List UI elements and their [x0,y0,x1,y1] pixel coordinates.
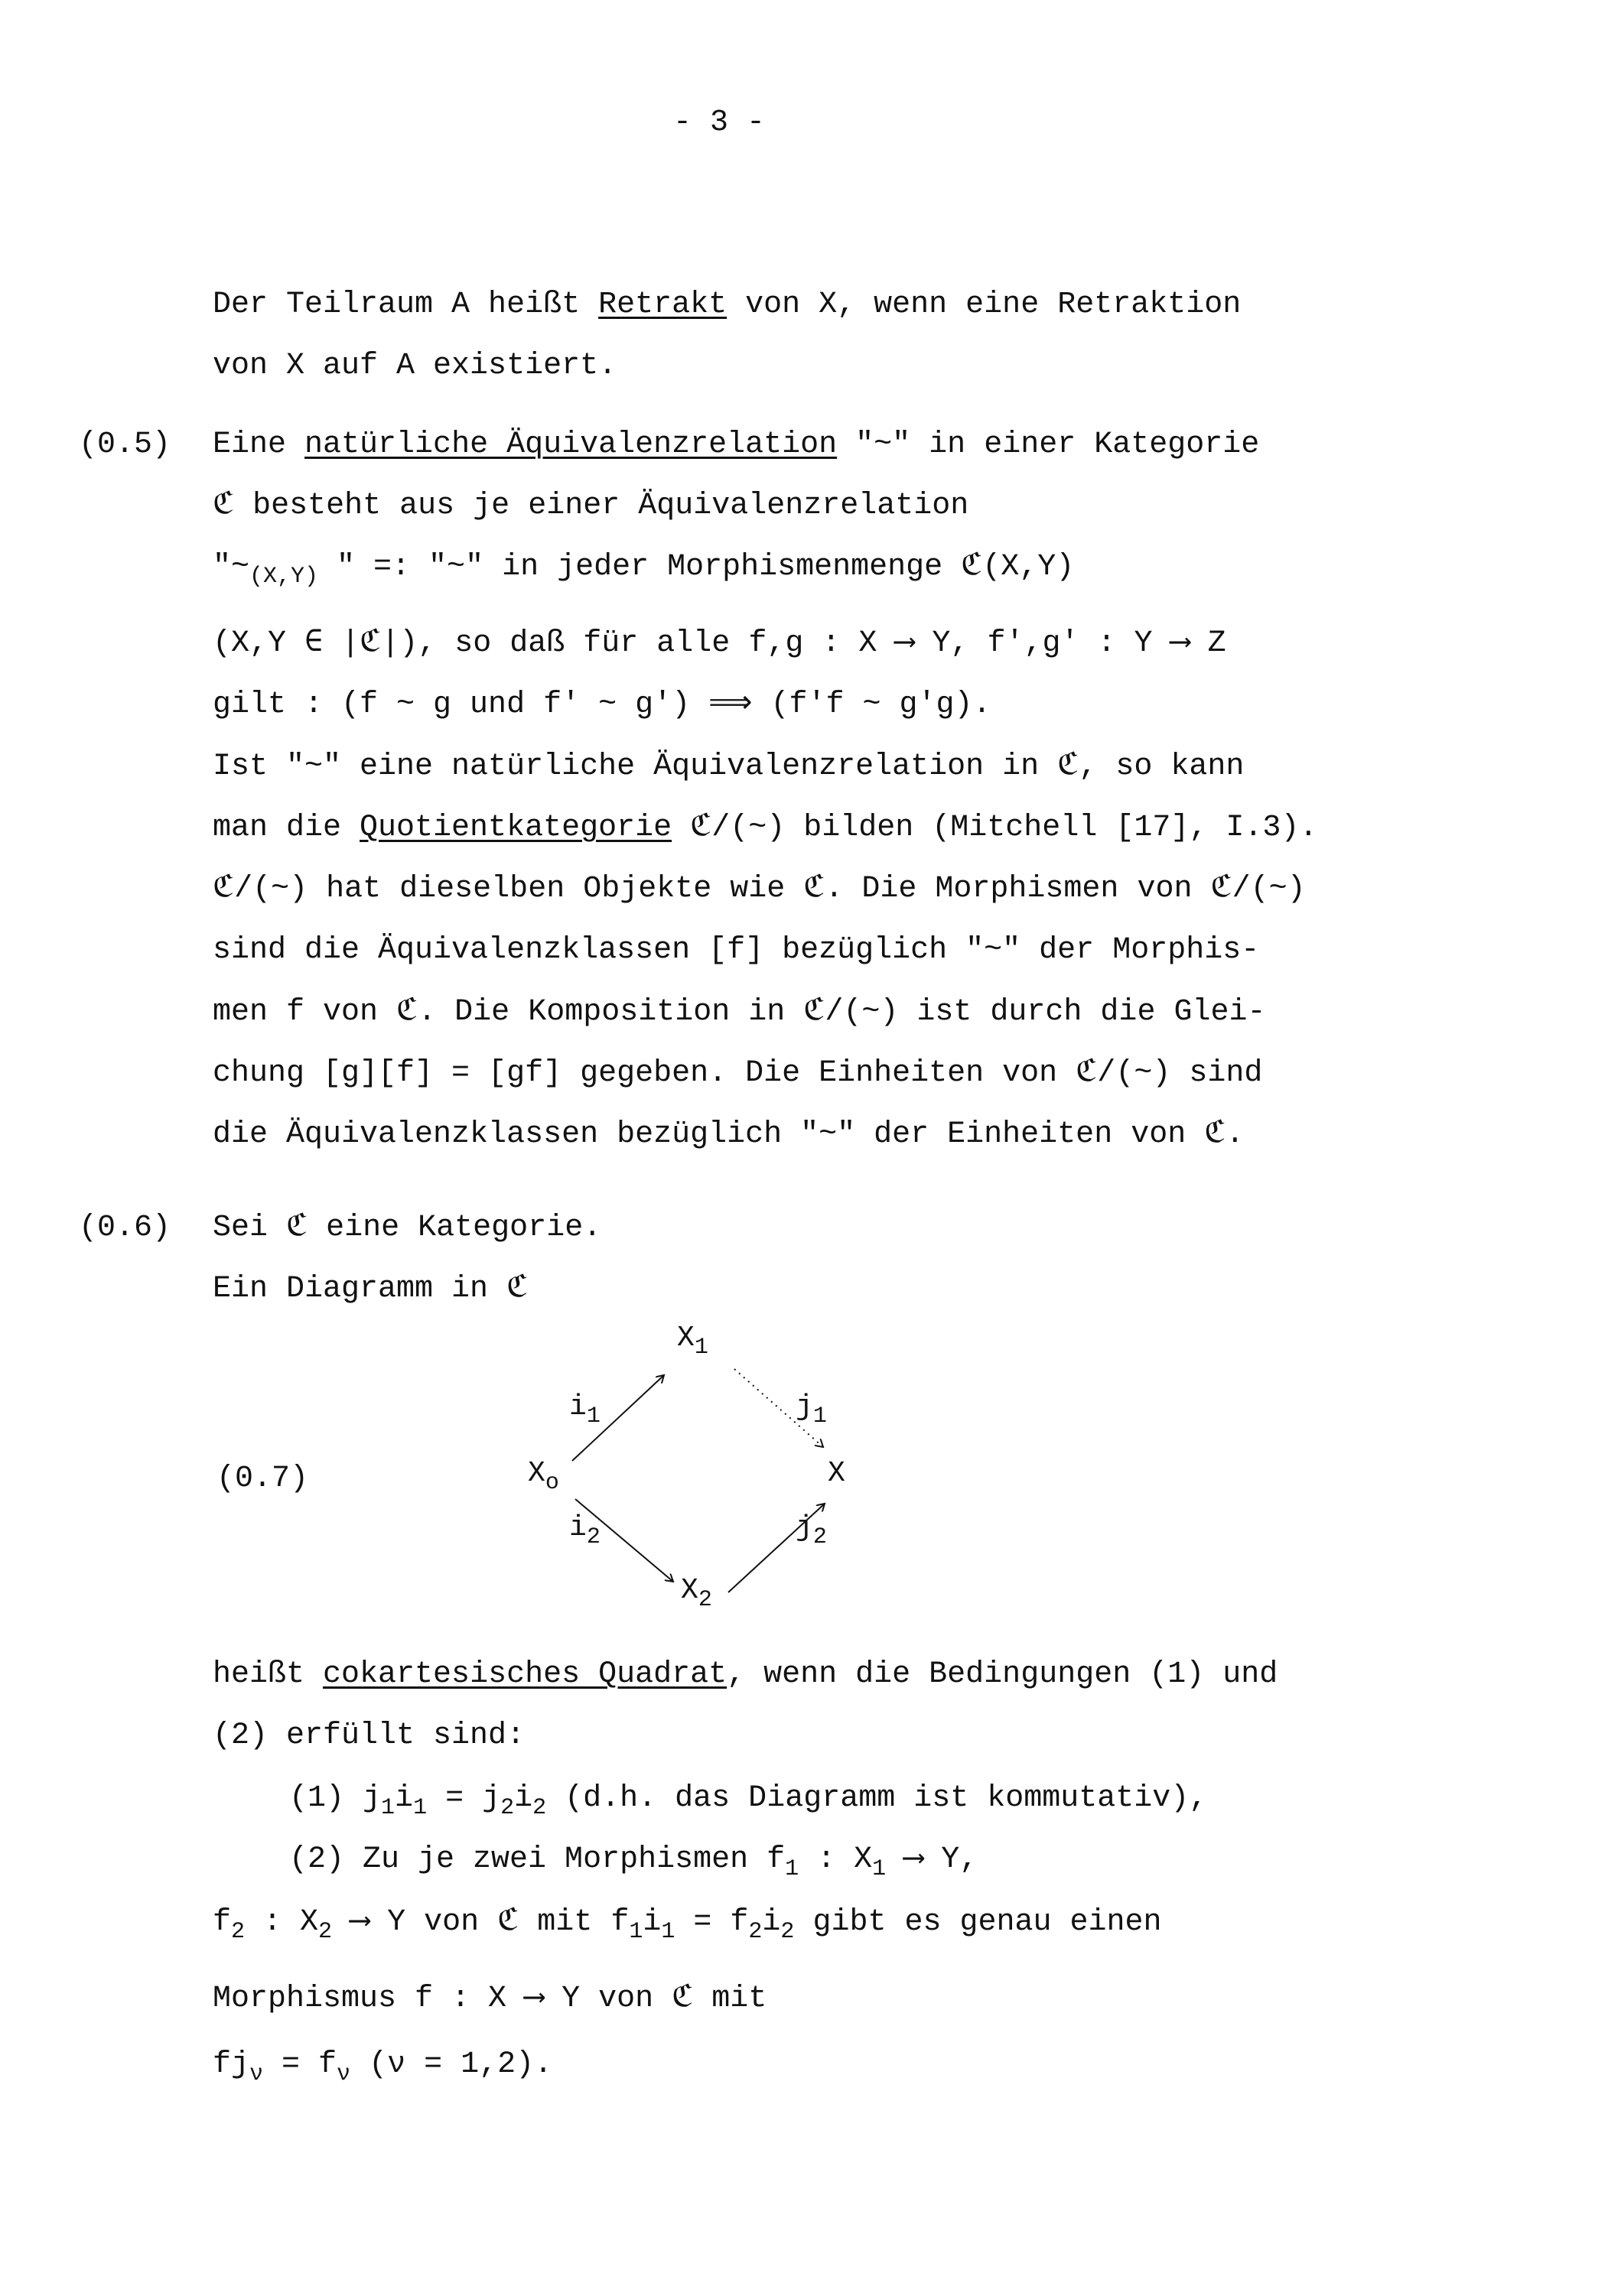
label-i1 [569,1390,601,1429]
text: "~" in einer Kategorie [837,428,1260,462]
label-j2 [796,1511,827,1550]
label: X [681,1574,698,1607]
text: "~ [213,550,250,584]
node-x2 [681,1574,712,1613]
subscript: 2 [748,1919,763,1945]
text-line: sind die Äquivalenzklassen [f] bezüglich "~" der Morphis- [213,933,1260,968]
text-line [213,549,1075,590]
text: = j [427,1781,501,1816]
text: (d.h. das Diagramm ist kommutativ), [546,1781,1208,1816]
text: i [762,1905,781,1940]
label: X [677,1322,695,1355]
label: X [528,1457,545,1490]
subscript: 2 [780,1919,795,1945]
subscript: (X,Y) [249,564,319,590]
term-retrakt: Retrakt [598,288,728,322]
term-cokartesisches-quadrat: cokartesisches Quadrat [323,1657,728,1692]
node-x: X [828,1457,845,1490]
section-number: (0.5) [79,428,171,462]
text-line: die Äquivalenzklassen bezüglich "~" der Einheiten von ℭ. [213,1117,1245,1152]
text: : X [245,1905,319,1940]
text: : X [799,1842,873,1877]
text: man die [213,811,360,845]
label-j1 [796,1390,827,1429]
text: ℭ/(~) bilden (Mitchell [17], I.3). [672,811,1318,845]
text-line: men f von ℭ. Die Komposition in ℭ/(~) ist durch die Glei- [213,995,1266,1029]
text: (1) j [289,1781,382,1816]
subscript: 2 [500,1795,515,1821]
condition-2 [289,1842,978,1882]
text-line: (X,Y ∈ |ℭ|), so daß für alle f,g : X ⟶ Y, f',g' : Y ⟶ Z [213,626,1226,661]
subscript: 2 [231,1919,246,1945]
subscript: 1 [812,1403,827,1429]
text: ⟶ Y von ℭ mit f [332,1905,630,1940]
text-line: gilt : (f ~ g und f' ~ g') ⟹ (f'f ~ g'g). [213,688,991,722]
text: (2) Zu je zwei Morphismen f [289,1842,786,1877]
subscript: 1 [413,1795,428,1821]
text: gibt es genau einen [794,1905,1162,1940]
text: Der Teilraum A heißt [213,288,599,322]
text-line: (2) erfüllt sind: [213,1719,526,1753]
text: , wenn die Bedingungen (1) und [727,1657,1278,1692]
text-line [213,1904,1162,1945]
text: Eine [213,428,305,462]
text: i [643,1905,662,1940]
diagram-number: (0.7) [216,1462,309,1496]
term-quotientkategorie: Quotientkategorie [360,811,672,845]
subscript: ν [337,2061,351,2087]
text: ⟶ Y, [886,1842,978,1877]
text: i [514,1781,533,1816]
text-line [213,1657,1278,1693]
subscript: 1 [785,1856,799,1882]
text: = f [675,1905,749,1940]
text-line: Morphismus f : X ⟶ Y von ℭ mit [213,1982,767,2016]
subscript: 1 [586,1403,601,1429]
node-x0 [528,1457,559,1496]
label: i [569,1390,587,1423]
text: von X, wenn eine Retraktion [727,288,1242,322]
term-natuerliche-aequivalenzrelation: natürliche Äquivalenzrelation [304,428,838,462]
subscript: 2 [532,1795,547,1821]
subscript: 2 [812,1524,827,1550]
subscript: o [545,1470,559,1496]
text: heißt [213,1657,324,1692]
subscript: 1 [694,1335,708,1361]
text-line: ℭ/(~) hat dieselben Objekte wie ℭ. Die Morphismen von ℭ/(~) [213,872,1306,906]
text-line: ℭ besteht aus je einer Äquivalenzrelation [213,489,969,523]
text-line: chung [g][f] = [gf] gegeben. Die Einheiten von ℭ/(~) sind [213,1056,1263,1091]
subscript: 1 [629,1919,643,1945]
label: i [569,1511,587,1544]
text-line: von X auf A existiert. [213,349,617,383]
label: j [796,1511,813,1544]
text: (ν = 1,2). [350,2047,553,2082]
page-number: - 3 - [673,106,766,140]
text-line [213,287,1241,324]
text: = f [263,2047,337,2082]
node-x1 [677,1322,708,1361]
subscript: 1 [872,1856,887,1882]
section-number: (0.6) [79,1211,171,1245]
subscript: 2 [318,1919,333,1945]
subscript: 2 [698,1587,712,1613]
subscript: ν [249,2061,264,2087]
condition-1 [289,1781,1208,1821]
text-line: Ein Diagramm in ℭ [213,1272,529,1306]
label-i2 [569,1511,601,1550]
subscript: 1 [381,1795,395,1821]
text-line: Sei ℭ eine Kategorie. [213,1211,602,1245]
subscript: 1 [661,1919,675,1945]
label: j [796,1390,813,1423]
text-line: Ist "~" eine natürliche Äquivalenzrelation in ℭ, so kann [213,750,1245,784]
text-line [213,2047,553,2087]
text: f [213,1905,232,1940]
text-line [213,427,1259,463]
text: fj [213,2047,250,2082]
subscript: 2 [586,1524,601,1550]
text: " =: "~" in jeder Morphismenmenge ℭ(X,Y) [318,550,1075,584]
text-line [213,810,1317,847]
text: i [395,1781,414,1816]
